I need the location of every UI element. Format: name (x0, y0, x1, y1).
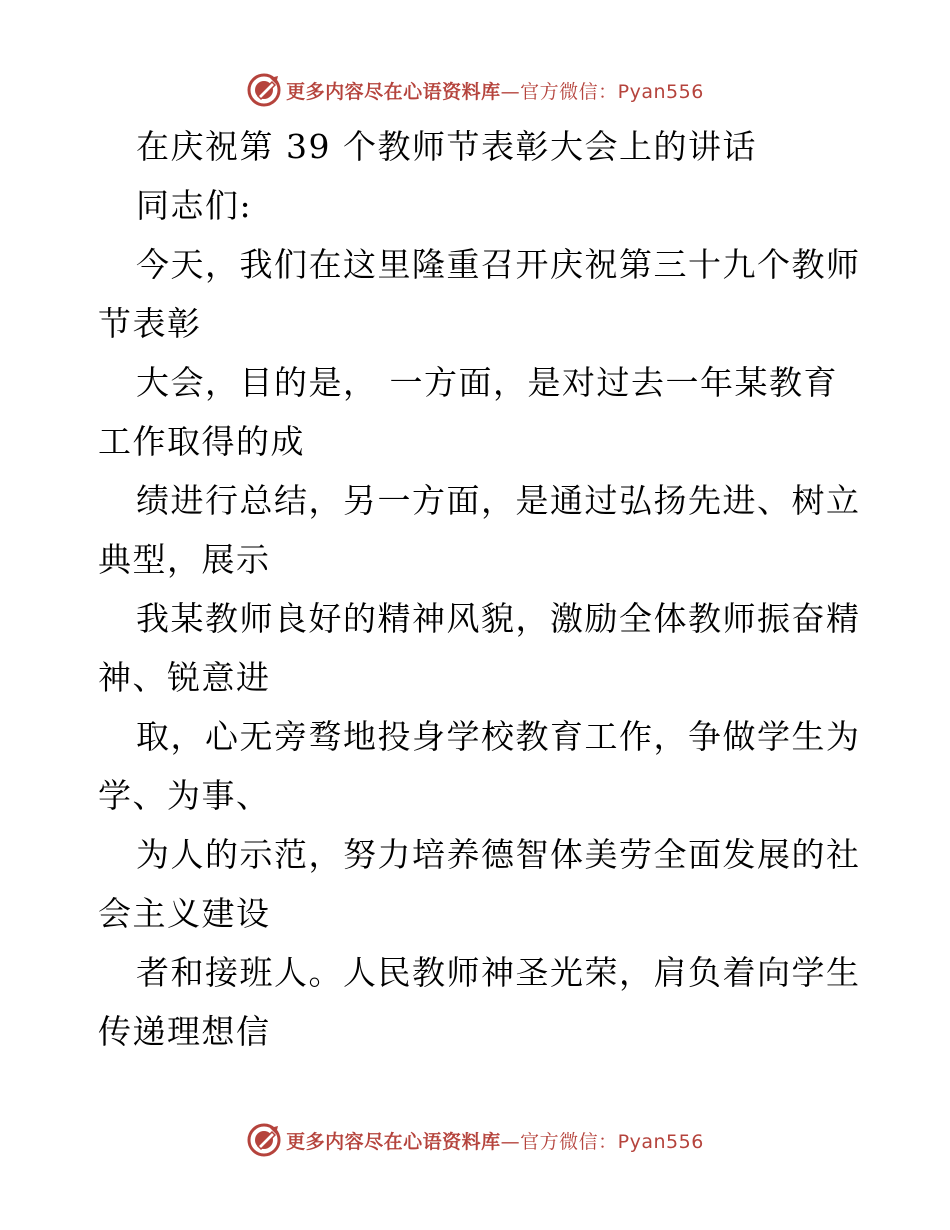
text-line: 大会，目的是， 一方面，是对过去一年某教育 (136, 363, 838, 402)
text-line: 会主义建设 (98, 894, 271, 933)
text-line: 神、锐意进 (98, 658, 271, 697)
text-line: 绩进行总结，另一方面，是通过弘扬先进、树立 (136, 481, 861, 520)
brand-logo-icon (246, 72, 282, 108)
text-line: 今天，我们在这里隆重召开庆祝第三十九个教师 (136, 245, 861, 284)
text-line: 我某教师良好的精神风貌，激励全体教师振奋精 (136, 599, 861, 638)
text-line: 典型，展示 (98, 540, 271, 579)
text-line: 为人的示范，努力培养德智体美劳全面发展的社 (136, 835, 861, 874)
text-line: 学、为事、 (98, 776, 271, 815)
brand-logo-icon (246, 1122, 282, 1158)
text-line: 节表彰 (98, 304, 202, 343)
watermark-text: 更多内容尽在心语资料库—官方微信：Pyan556 (286, 1130, 704, 1153)
text-line: 者和接班人。人民教师神圣光荣，肩负着向学生 (136, 953, 861, 992)
text-line: 工作取得的成 (98, 422, 305, 461)
salutation: 同志们: (136, 186, 253, 225)
header-watermark (0, 70, 950, 110)
document-title: 在庆祝第 39 个教师节表彰大会上的讲话 (136, 127, 757, 166)
watermark-text: 更多内容尽在心语资料库—官方微信：Pyan556 (286, 80, 704, 103)
document-body (98, 117, 861, 1061)
text-line: 取，心无旁骛地投身学校教育工作，争做学生为 (136, 717, 861, 756)
text-line: 传递理想信 (98, 1012, 271, 1051)
footer-watermark (0, 1120, 950, 1160)
